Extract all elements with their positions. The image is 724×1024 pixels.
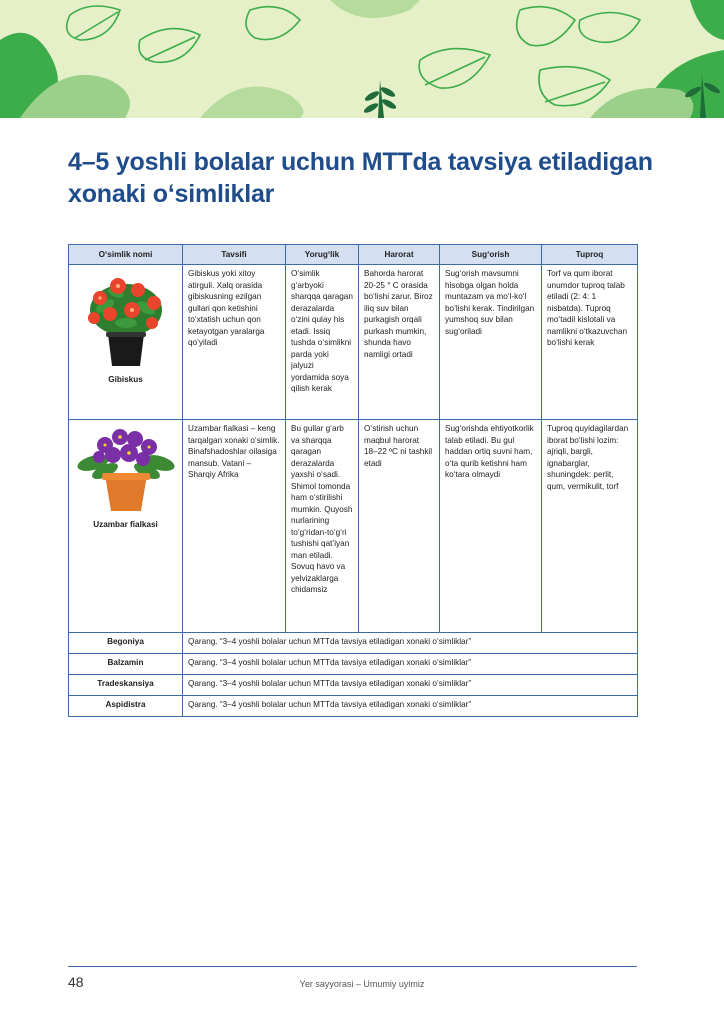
light-cell: Bu gullar g‘arb va sharqqa qaragan derazalarda yaxshi o‘sadi. Shimol tomonda ham o‘stirilishi mumkin. Quyosh nurlarining to‘g‘ridan-to‘g‘ri tushishi qat’iyan man etiladi. Sovuq havo va yelvizaklarga chidamsiz	[286, 420, 359, 633]
plant-name-cell	[69, 420, 183, 633]
plant-name: Aspidistra	[69, 696, 183, 717]
header-soil: Tuproq	[542, 245, 638, 265]
plant-name: Balzamin	[69, 654, 183, 675]
soil-cell: Tuproq quyidagilardan iborat bo‘lishi lozim: ajriqli, bargli, ignabarglar, shuningdek: perlit, qum, vermikulit, torf	[542, 420, 638, 633]
header-name: O‘simlik nomi	[69, 245, 183, 265]
table-row	[69, 654, 638, 675]
hibiscus-plant-icon	[80, 268, 172, 368]
table-header-row	[69, 245, 638, 265]
table-row	[69, 633, 638, 654]
temperature-cell: O‘stirish uchun maqbul harorat 18–22 ºC ni tashkil etadi	[359, 420, 440, 633]
plant-name: Gibiskus	[108, 375, 143, 384]
plant-name: Uzambar fialkasi	[93, 520, 158, 529]
page-title: 4–5 yoshli bolalar uchun MTTda tavsiya etiladigan xonaki o‘simliklar	[68, 148, 653, 208]
description-cell: Gibiskus yoki xitoy atirguli. Xalq orasida gibiskusning ezilgan gullari qon ketishini to‘xtatish uchun qon ketayotgan yaralarga qo‘yiladi	[183, 265, 286, 420]
footer-text: Yer sayyorasi – Umumiy uyimiz	[299, 979, 425, 989]
table-row	[69, 265, 638, 420]
temperature-cell: Bahorda harorat 20-25 ° C orasida bo‘lishi zarur. Biroz iliq suv bilan purkagish orqali purkash mumkin, shunda havo namligi ortadi	[359, 265, 440, 420]
see-also-reference: Qarang. “3–4 yoshli bolalar uchun MTTda tavsiya etiladigan xonaki o‘simliklar”	[183, 675, 638, 696]
plants-table	[68, 244, 638, 717]
header-temperature: Harorat	[359, 245, 440, 265]
decorative-leaf-banner	[0, 0, 724, 118]
header-description: Tavsifi	[183, 245, 286, 265]
table-row	[69, 420, 638, 633]
table-row	[69, 675, 638, 696]
table-row	[69, 696, 638, 717]
footer-divider	[68, 966, 637, 967]
plant-name: Begoniya	[69, 633, 183, 654]
see-also-reference: Qarang. “3–4 yoshli bolalar uchun MTTda tavsiya etiladigan xonaki o‘simliklar”	[183, 654, 638, 675]
watering-cell: Sug‘orish mavsumni hisobga olgan holda muntazam va mo‘l-ko‘l bo‘lishi kerak. Tindirilgan yumshoq suv bilan sug‘oriladi	[440, 265, 542, 420]
watering-cell: Sug‘orishda ehtiyotkorlik talab etiladi. Bu gul haddan ortiq suvni ham, o‘ta qurib ketishni ham ko‘tara olmaydi	[440, 420, 542, 633]
violet-plant-icon	[75, 423, 177, 513]
leaf-pattern-icon	[0, 0, 724, 118]
header-watering: Sug‘orish	[440, 245, 542, 265]
light-cell: O‘simlik g‘arbyoki sharqqa qaragan derazalarda o‘zini qulay his etadi. Issiq tushda o‘simlikni parda yoki jalyuzi yordamida soya qilish kerak	[286, 265, 359, 420]
page-number: 48	[68, 974, 84, 990]
plant-name-cell	[69, 265, 183, 420]
header-light: Yorug‘lik	[286, 245, 359, 265]
see-also-reference: Qarang. “3–4 yoshli bolalar uchun MTTda tavsiya etiladigan xonaki o‘simliklar”	[183, 696, 638, 717]
description-cell: Uzambar fialkasi – keng tarqalgan xonaki o‘simlik. Binafshadoshlar oilasiga mansub. Vatani – Sharqiy Afrika	[183, 420, 286, 633]
soil-cell: Torf va qum iborat unumdor tuproq talab etiladi (2: 4: 1 nisbatda). Tuproq mo‘tadil kislotali va namlikni o‘tkazuvchan bo‘lishi kerak	[542, 265, 638, 420]
see-also-reference: Qarang. “3–4 yoshli bolalar uchun MTTda tavsiya etiladigan xonaki o‘simliklar”	[183, 633, 638, 654]
plant-name: Tradeskansiya	[69, 675, 183, 696]
